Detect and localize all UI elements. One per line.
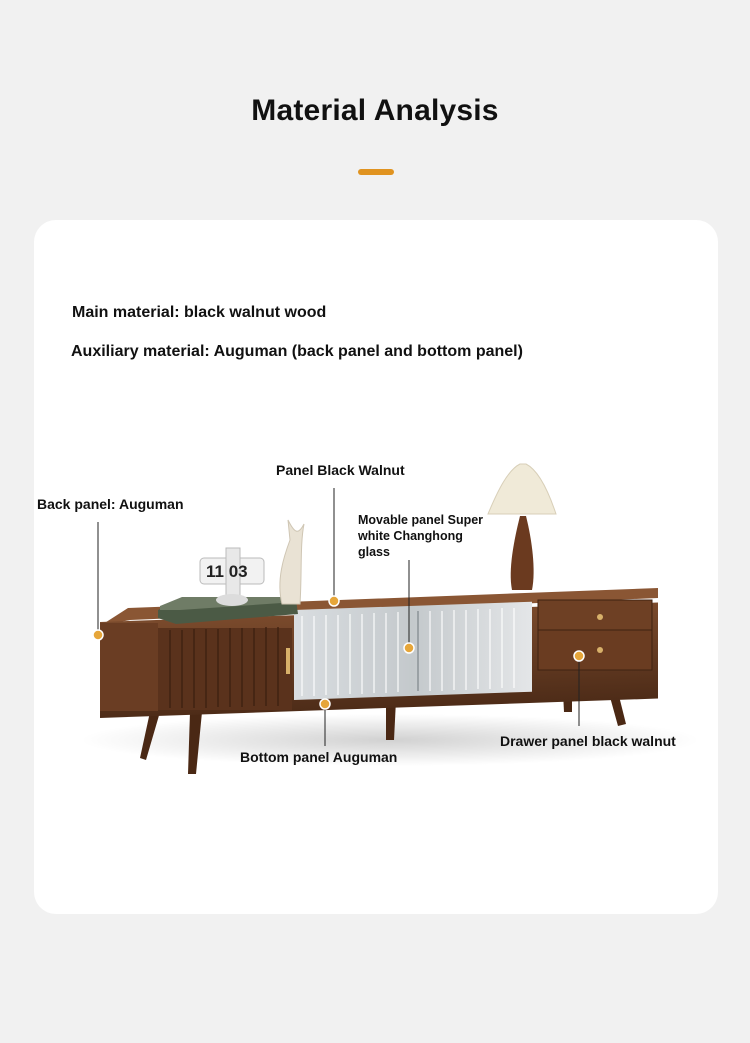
- callout-movable-panel: Movable panel Super white Changhong glass: [358, 513, 484, 559]
- door-handle: [286, 648, 290, 674]
- marker-panel-top: [329, 596, 339, 606]
- decor-table-lamp: [488, 464, 556, 590]
- marker-back-panel: [93, 630, 103, 640]
- drawer-knob: [597, 647, 603, 653]
- decor-rabbit-sculpture: [280, 520, 304, 604]
- slatted-door: [158, 627, 292, 710]
- auxiliary-material-text: Auxiliary material: Auguman (back panel and bottom panel): [71, 343, 523, 360]
- callout-panel-top: Panel Black Walnut: [276, 462, 405, 478]
- page-title: Material Analysis: [251, 94, 499, 127]
- main-material-text: Main material: black walnut wood: [72, 304, 327, 321]
- callout-drawer-panel: Drawer panel black walnut: [500, 733, 676, 749]
- marker-movable-panel: [404, 643, 414, 653]
- marker-bottom-panel: [320, 699, 330, 709]
- callout-back-panel: Back panel: Auguman: [37, 496, 184, 512]
- drawer-knob: [597, 614, 603, 620]
- drawers: [538, 600, 652, 670]
- marker-drawer-panel: [574, 651, 584, 661]
- callout-bottom-panel: Bottom panel Auguman: [240, 749, 398, 765]
- clock-digits: 11 03: [206, 562, 248, 581]
